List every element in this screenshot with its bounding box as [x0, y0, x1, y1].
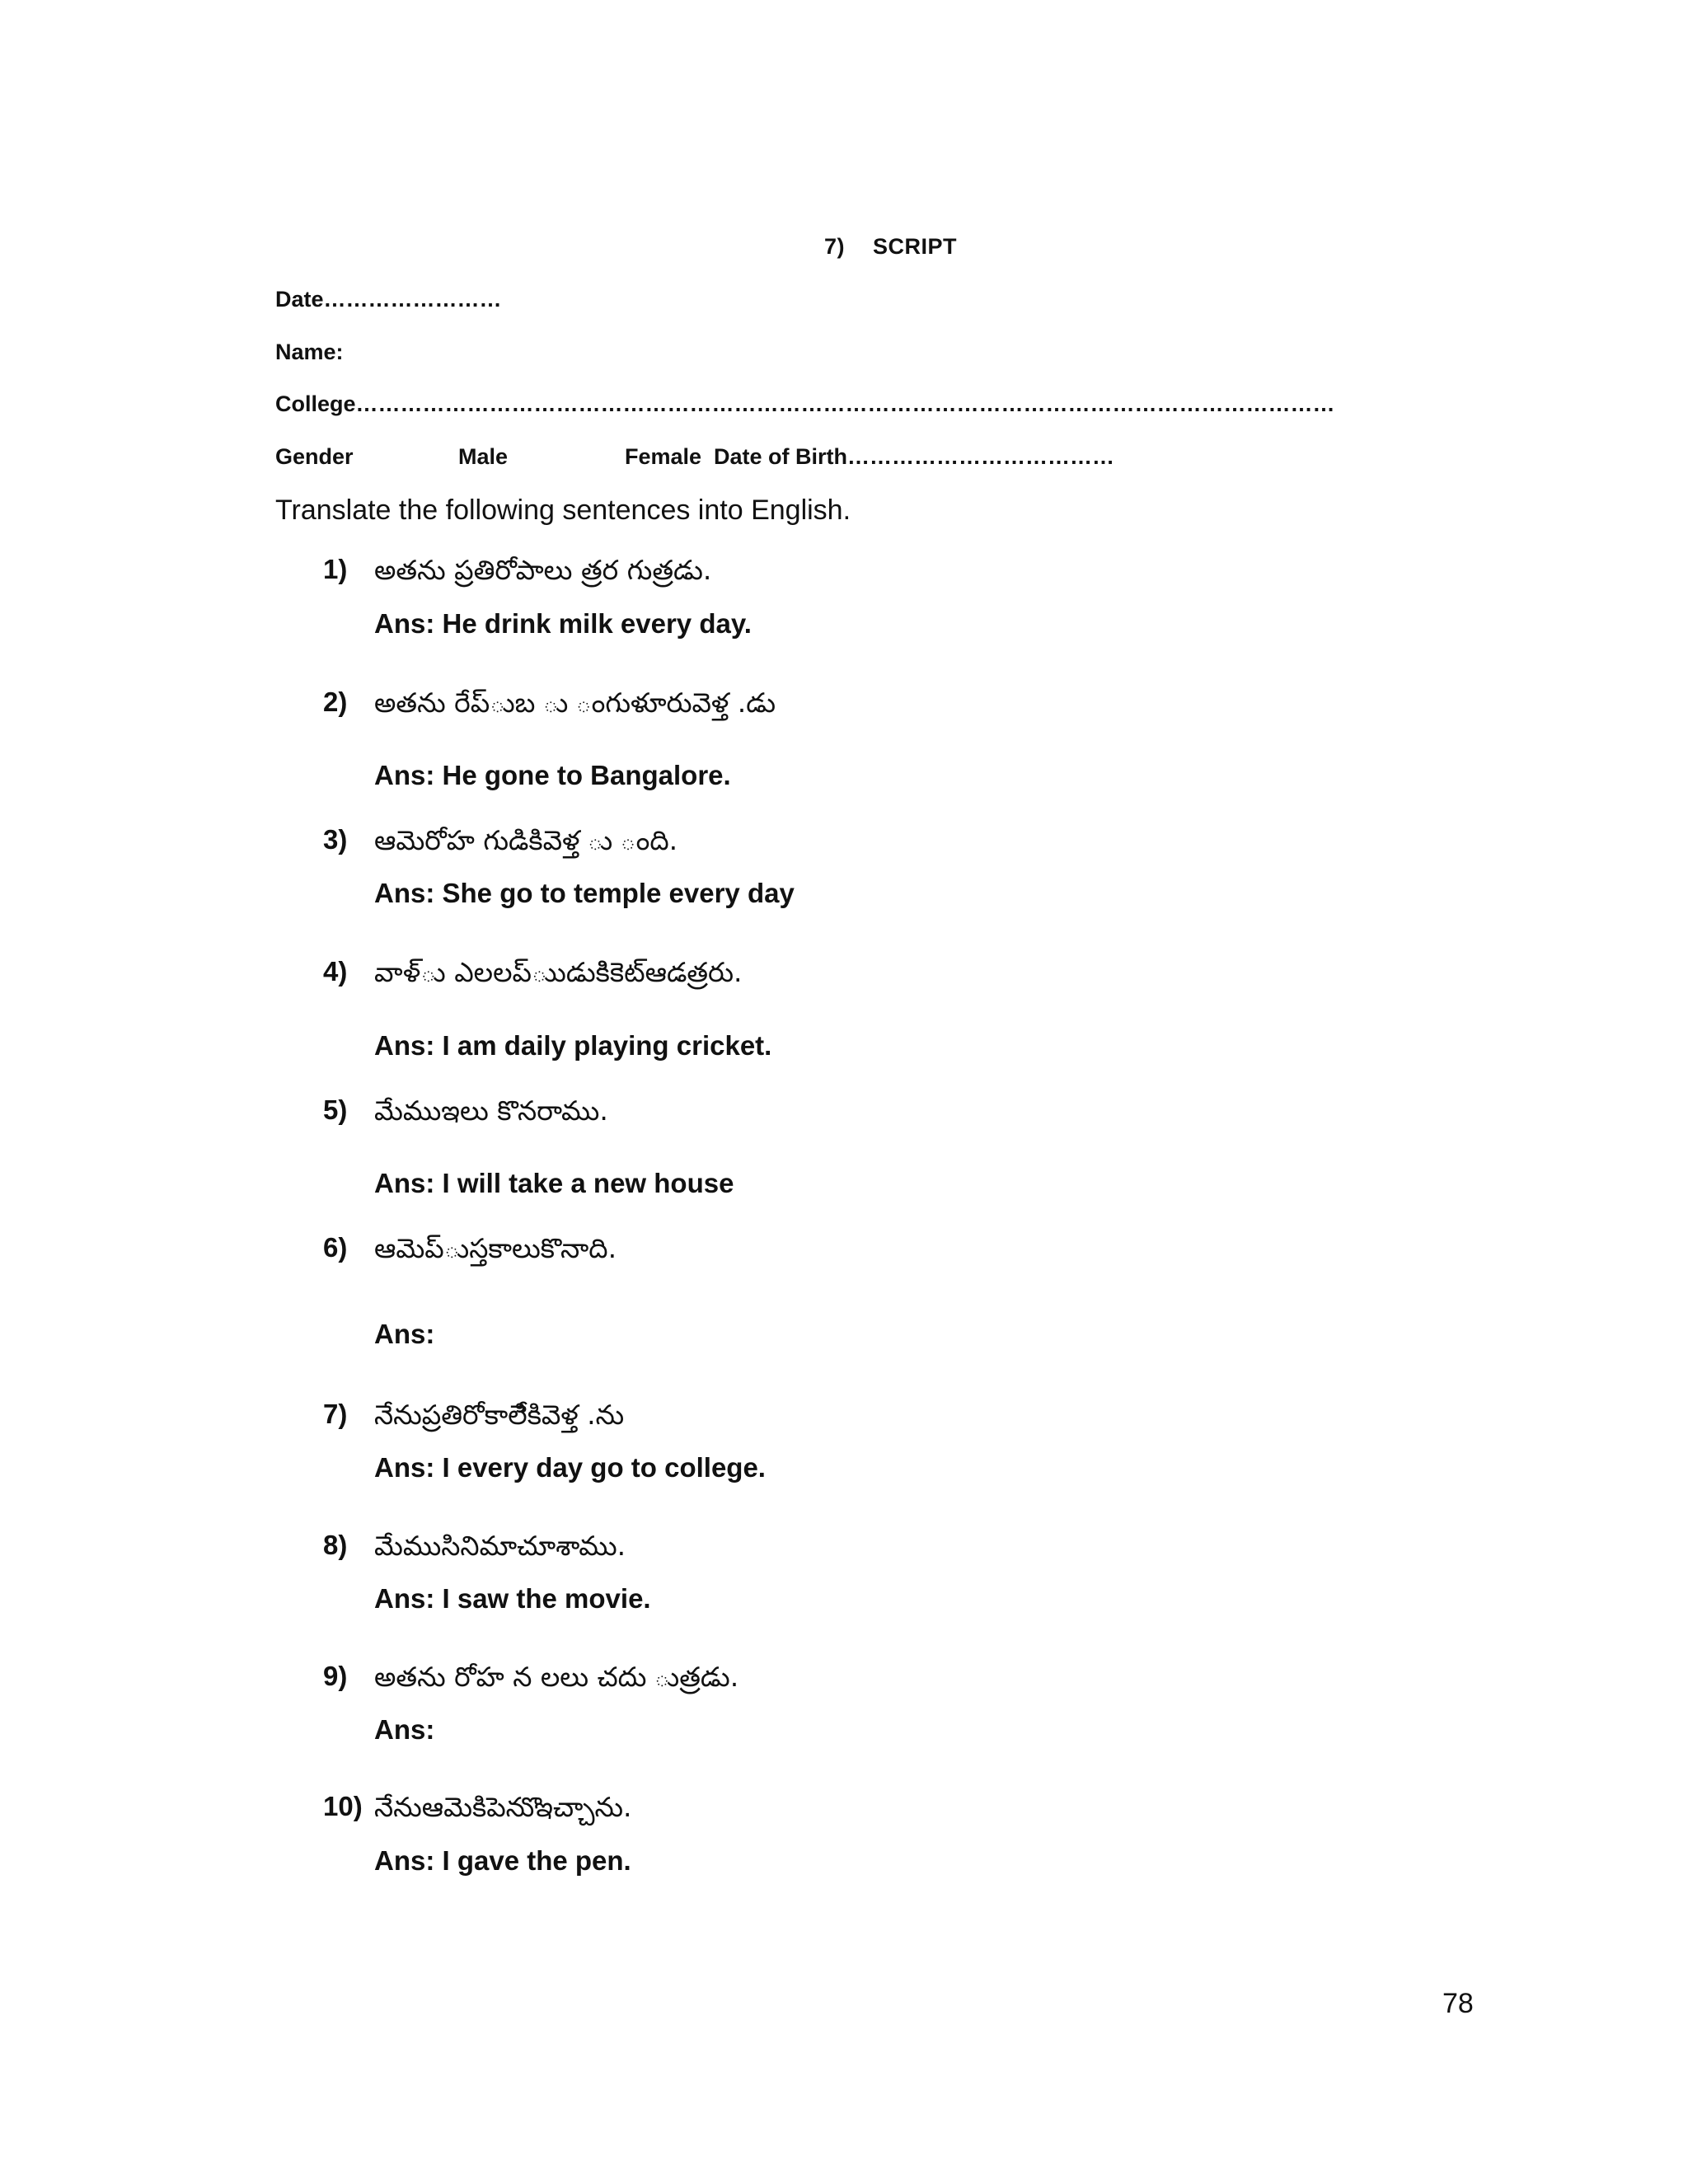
question-answer: Ans: I gave the pen. — [374, 1845, 631, 1876]
gender-label: Gender — [275, 444, 354, 469]
question-number: 1) — [323, 554, 348, 584]
question-answer: Ans: — [374, 1319, 435, 1349]
question-number: 10) — [323, 1791, 363, 1821]
question-telugu-text: అతను ప్రతిరోపాలు త్రర గుత్రడు. — [374, 554, 712, 586]
question-telugu-text: అతను రోహ న లలు చదు ుత్రడు. — [374, 1661, 739, 1693]
question-answer: Ans: I am daily playing cricket. — [374, 1030, 772, 1061]
question-telugu-text: అతను రేప్ుబ ు ంగుళూరువెళ్త .డు — [374, 687, 776, 719]
question-telugu-text: వాళ్ు ఎలలప్ుుడుకిికెట్ఆడత్రరు. — [374, 956, 743, 988]
question-telugu-text: నేనుఆమెకిపెనుొఇచ్చాను. — [374, 1791, 632, 1823]
question-telugu-text: నేనుప్రతిరోకాలేికివెళ్త .ను — [374, 1399, 625, 1431]
section-heading — [824, 234, 957, 260]
question-number: 7) — [323, 1399, 348, 1429]
question-answer: Ans: I every day go to college. — [374, 1452, 766, 1483]
question-answer: Ans: — [374, 1714, 435, 1745]
question-telugu-text: మేముసినిమాచూశాము. — [374, 1530, 626, 1562]
question-answer: Ans: He gone to Bangalore. — [374, 760, 731, 790]
gender-option-female: Female — [625, 444, 702, 469]
section-title: SCRIPT — [873, 234, 958, 259]
college-field: College…………………………………………………………………………………………………………………… — [275, 391, 1335, 416]
question-number: 9) — [323, 1661, 348, 1691]
question-number: 2) — [323, 687, 348, 717]
question-telugu-text: మేముఇలు కొనరాము. — [374, 1094, 608, 1127]
name-field: Name: — [275, 340, 344, 364]
question-number: 4) — [323, 956, 348, 987]
question-answer: Ans: I will take a new house — [374, 1168, 734, 1198]
question-answer: Ans: I saw the movie. — [374, 1583, 651, 1614]
question-telugu-text: ఆమెప్ుస్తకాలుకొనాది. — [374, 1232, 617, 1264]
question-answer: Ans: He drink milk every day. — [374, 608, 752, 639]
section-number: 7) — [824, 234, 846, 259]
date-field: Date…………………… — [275, 287, 502, 312]
date-of-birth-field: Date of Birth……………………………… — [714, 444, 1114, 469]
question-number: 6) — [323, 1232, 348, 1263]
gender-row — [275, 444, 1114, 470]
instruction-text: Translate the following sentences into English. — [275, 494, 851, 526]
question-telugu-text: ఆమెరోహ గుడికివెళ్త ు ంది. — [374, 824, 678, 856]
question-number: 3) — [323, 824, 348, 855]
question-answer: Ans: She go to temple every day — [374, 878, 795, 908]
question-number: 5) — [323, 1094, 348, 1125]
page-number: 78 — [1442, 1988, 1474, 2019]
question-number: 8) — [323, 1530, 348, 1560]
gender-option-male: Male — [458, 444, 509, 469]
